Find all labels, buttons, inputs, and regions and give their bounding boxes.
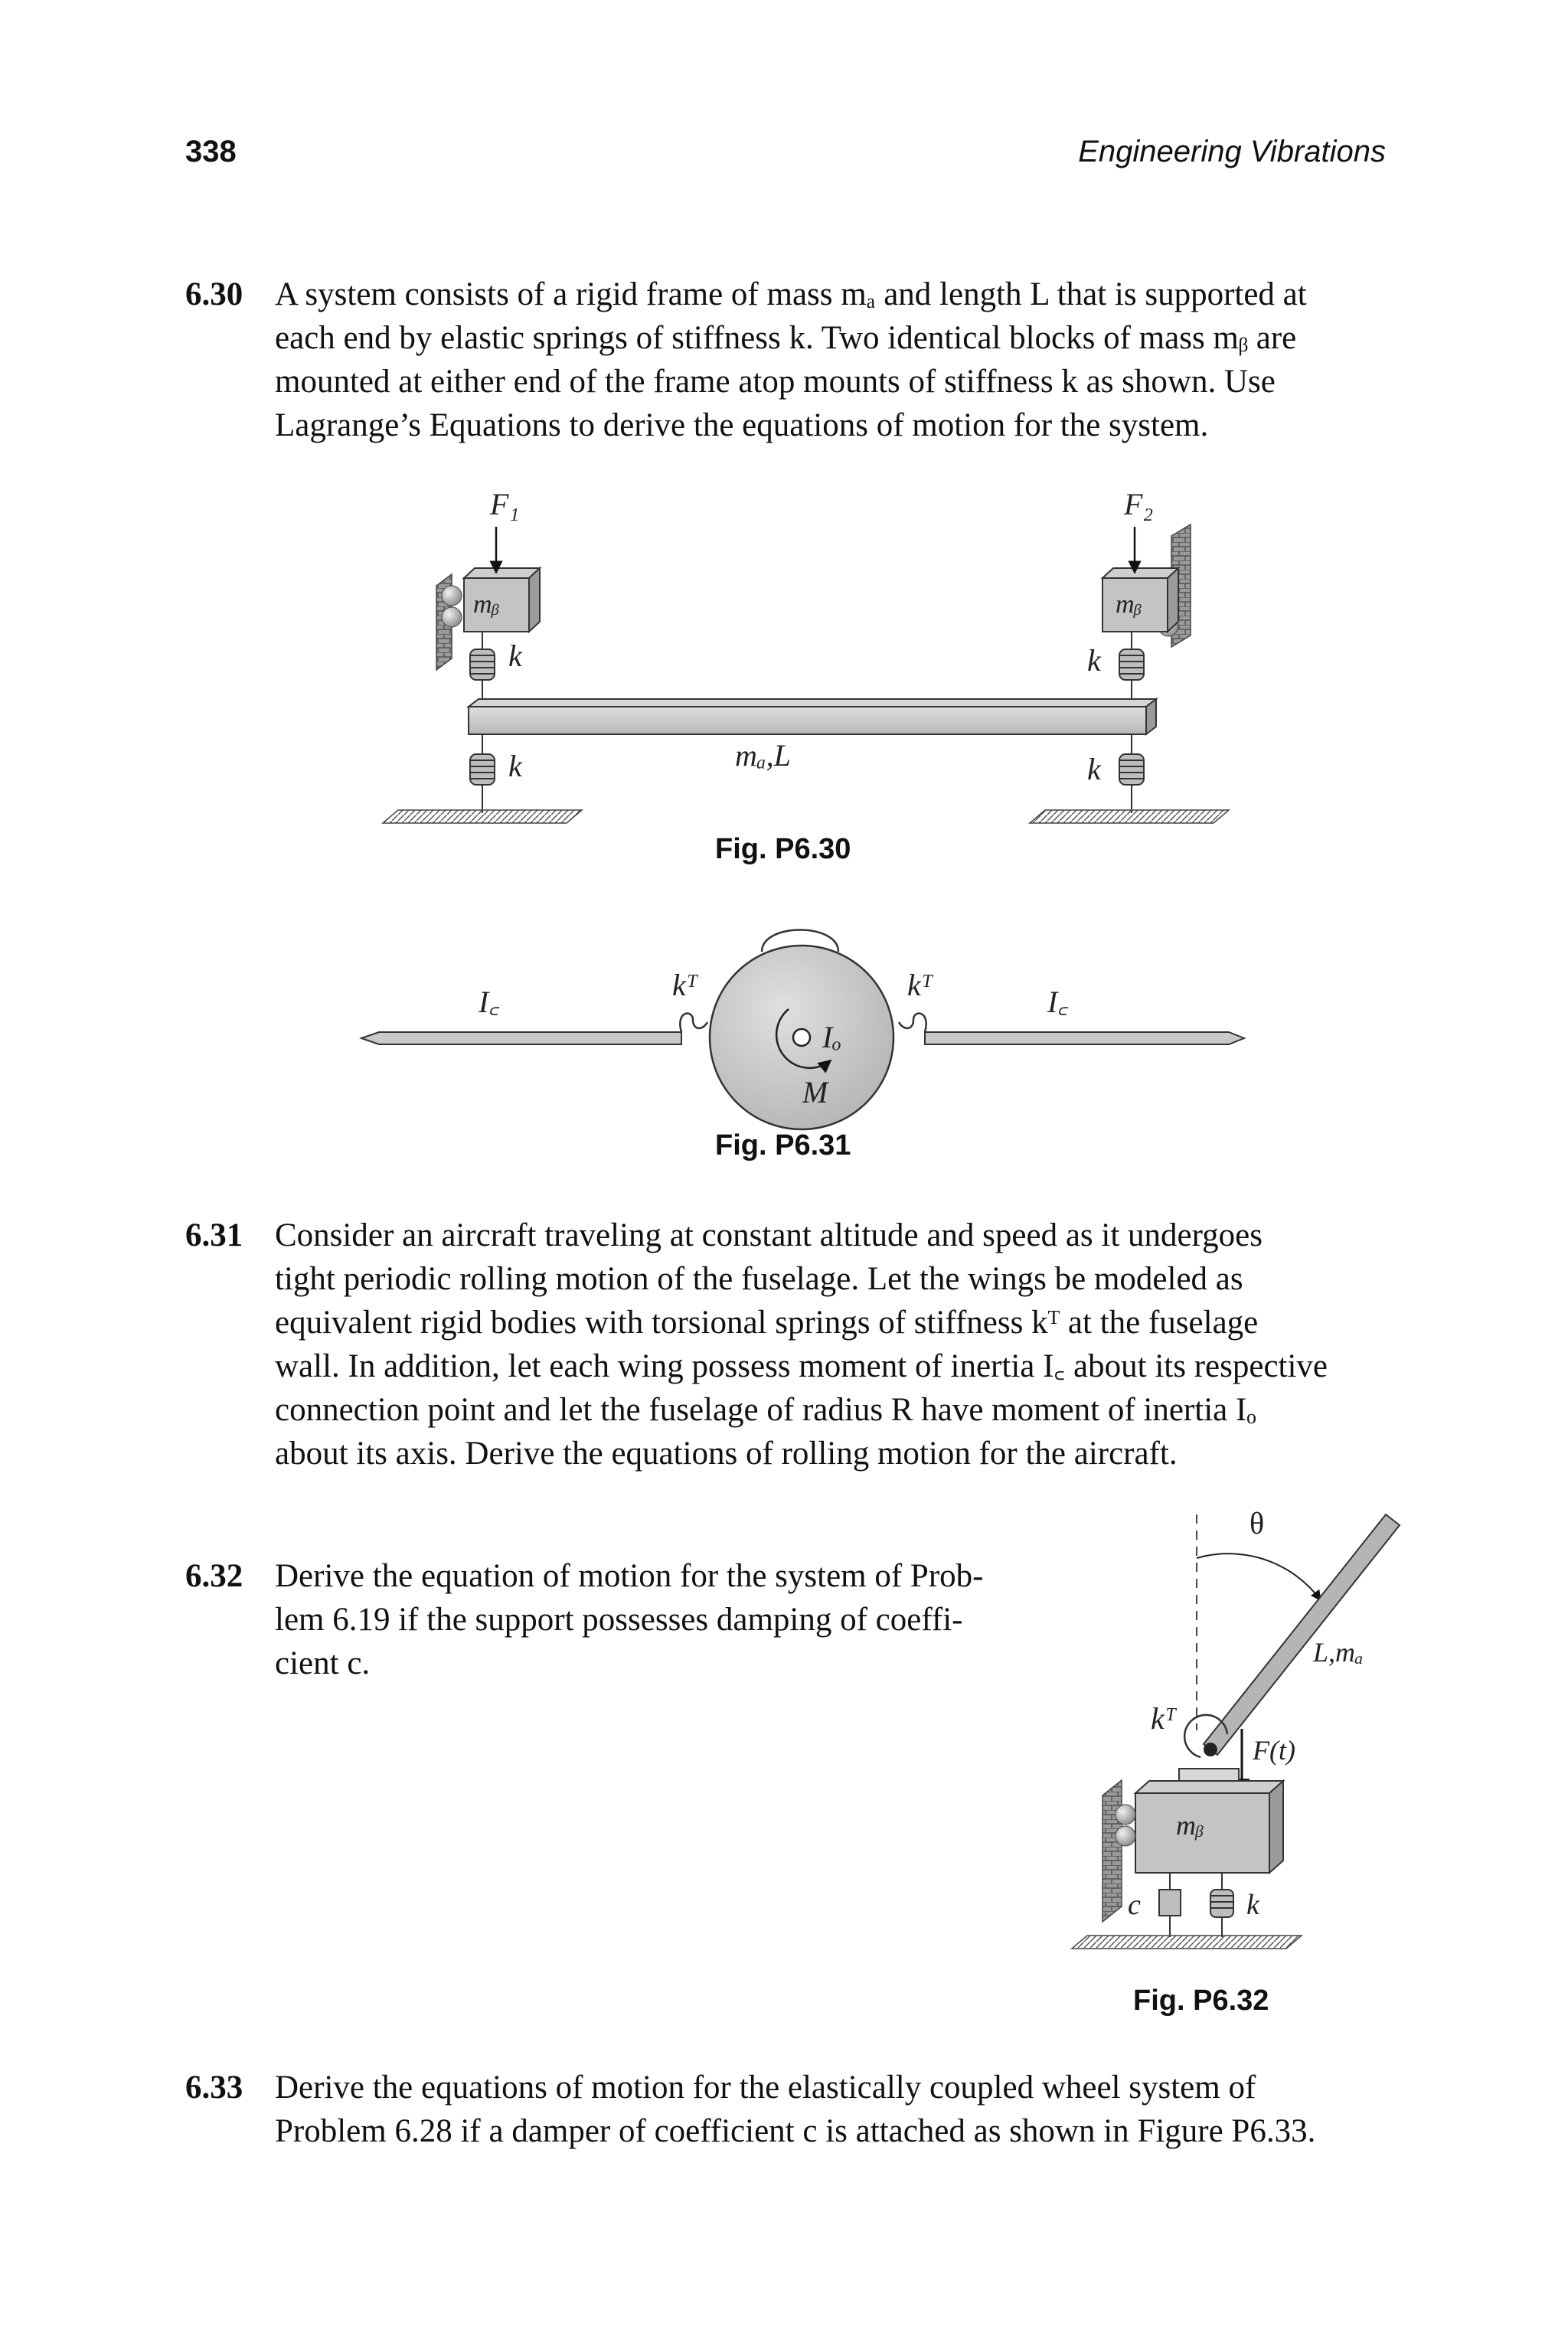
text-line: wall. In addition, let each wing possess moment of inertia I꜀ about its respective	[275, 1348, 1328, 1384]
wing-right	[925, 1032, 1244, 1044]
text-line: mounted at either end of the frame atop mounts of stiffness k as shown. Use	[275, 364, 1276, 400]
label-wing-right: I꜀	[1047, 985, 1069, 1019]
angle-arc	[1197, 1554, 1321, 1600]
text-line: connection point and let the fuselage of radius R have moment of inertia Iₒ	[275, 1392, 1256, 1428]
label-fuselage: Iₒ	[822, 1020, 841, 1054]
text-line: cient c.	[275, 1645, 371, 1681]
label-angle: θ	[1250, 1506, 1265, 1540]
block	[1135, 1781, 1283, 1873]
figure-p6-32	[1072, 1514, 1400, 1949]
label-force-left: F₁	[490, 487, 520, 521]
problem-text	[275, 2066, 1387, 2153]
torsion-spring-left	[680, 1014, 707, 1032]
label-torsion-spring: kᵀ	[1151, 1701, 1177, 1736]
left-wall	[436, 574, 462, 670]
text-line: each end by elastic springs of stiffness k. Two identical blocks of mass mᵦ are	[275, 320, 1297, 356]
rotation-center	[793, 1029, 810, 1046]
text-line: Derive the equation of motion for the system of Prob-	[275, 1558, 984, 1594]
label-spring-right: kᵀ	[907, 968, 933, 1002]
text-line: Consider an aircraft traveling at constant altitude and speed as it undergoes	[275, 1217, 1263, 1253]
page-number: 338	[185, 135, 237, 168]
text-line: equivalent rigid bodies with torsional springs of stiffness kᵀ at the fuselage	[275, 1305, 1259, 1341]
wing-left	[361, 1032, 681, 1044]
text-line: Problem 6.28 if a damper of coefficient c is attached as shown in Figure P6.33.	[275, 2113, 1316, 2149]
ground-right	[1030, 810, 1229, 823]
problem-number: 6.33	[185, 2070, 243, 2106]
label-frame: mₐ,L	[735, 738, 791, 773]
spring	[1210, 1873, 1233, 1937]
pivot	[1204, 1743, 1217, 1756]
label-wing-left: I꜀	[479, 985, 500, 1019]
label-spring-left: kᵀ	[672, 968, 698, 1002]
spring-bottom-right	[1119, 734, 1144, 813]
label-mass-left: mᵦ	[473, 590, 500, 619]
spring-top-right	[1119, 632, 1144, 704]
ground-left	[383, 810, 582, 823]
label-damper: c	[1128, 1889, 1141, 1921]
label-moment: M	[802, 1075, 828, 1109]
running-title: Engineering Vibrations	[1078, 135, 1386, 168]
label-rod: L,mₐ	[1313, 1637, 1364, 1668]
torsion-spring-right	[899, 1014, 926, 1032]
label-block: mᵦ	[1176, 1810, 1204, 1841]
label-spring-top-left: k	[508, 639, 522, 673]
problem-text	[275, 1554, 1079, 1685]
problem-text	[275, 1214, 1387, 1475]
label-spring-bottom-left: k	[508, 749, 522, 783]
label-force: F(t)	[1253, 1735, 1295, 1766]
problem-number: 6.32	[185, 1558, 243, 1594]
label-mass-right: mᵦ	[1116, 590, 1142, 619]
problem-number: 6.30	[185, 276, 243, 312]
figure-caption: Fig. P6.31	[715, 1129, 851, 1161]
label-spring-bottom-right: k	[1087, 752, 1101, 786]
spring-bottom-left	[470, 734, 495, 813]
figure-caption: Fig. P6.30	[715, 833, 851, 865]
label-force-right: F₂	[1124, 487, 1154, 521]
rigid-frame	[469, 699, 1156, 734]
text-line: Derive the equations of motion for the elastically coupled wheel system of	[275, 2070, 1256, 2106]
spring-top-left	[470, 632, 495, 704]
text-line: A system consists of a rigid frame of mass mₐ and length L that is supported at	[275, 276, 1307, 312]
label-spring: k	[1246, 1889, 1259, 1921]
label-spring-top-right: k	[1087, 643, 1101, 678]
text-line: Lagrange’s Equations to derive the equations of motion for the system.	[275, 407, 1209, 443]
damper	[1159, 1873, 1181, 1937]
text-line: tight periodic rolling motion of the fuselage. Let the wings be modeled as	[275, 1261, 1243, 1297]
ground	[1072, 1936, 1302, 1949]
problem-number: 6.31	[185, 1217, 243, 1253]
text-line: about its axis. Derive the equations of rolling motion for the aircraft.	[275, 1436, 1178, 1472]
figure-caption: Fig. P6.32	[1133, 1985, 1269, 2017]
text-line: lem 6.19 if the support possesses damping of coeffi-	[275, 1602, 963, 1638]
rod	[1204, 1514, 1400, 1755]
